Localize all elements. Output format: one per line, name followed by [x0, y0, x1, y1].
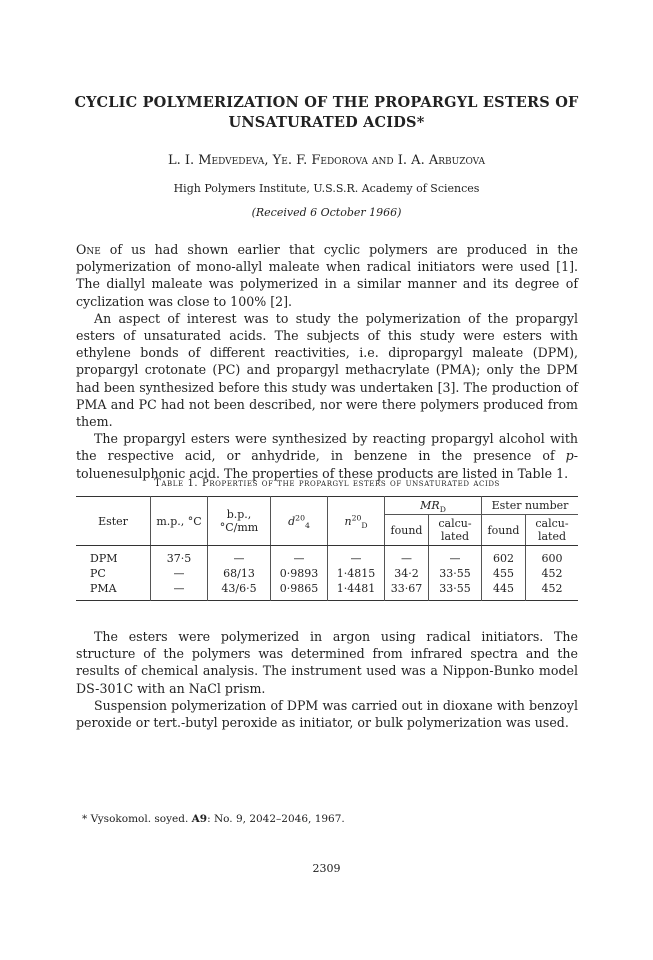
intro-paragraph-1 — [76, 241, 578, 310]
table-row — [76, 566, 578, 581]
intro-paragraph-2: An aspect of interest was to study the polymerization of the propargyl esters of unsaturated acids. The subjects of this study were esters with ethylene bonds of different reactivities, i.e. dipropargyl maleate (DPM), propargyl crotonate (PC) and propargyl methacrylate (PMA); only the DPM had been synthesized before this study was undertaken [3]. The production of PMA and PC had not been described, nor were there polymers produced from them. — [76, 310, 578, 430]
mr-sub: D — [439, 505, 446, 515]
cell-en-calculated: 600 — [526, 546, 579, 567]
table-row — [76, 546, 578, 567]
cell-mp: — — [151, 581, 208, 601]
header-mp: m.p., °C — [151, 497, 208, 546]
authors: L. I. Medvedeva, Ye. F. Fedorova and I. A. Arbuzova — [167, 153, 486, 168]
cell-refractive-index: 1·4815 — [328, 566, 385, 581]
refractive-sub: D — [361, 520, 368, 530]
intro-p1-text: of us had shown earlier that cyclic polymers are produced in the polymerization of mono-allyl maleate when radical initiators were used [1]. The diallyl maleate was polymerized in a similar manner and its degree of cyclization was close to 100% [2]. — [76, 242, 578, 309]
methods-paragraph-2: Suspension polymerization of DPM was carried out in dioxane with benzoyl peroxide or tert.-butyl peroxide as initiator, or bulk polymerization was used. — [76, 697, 578, 731]
paper-title — [60, 93, 593, 133]
intro-lead-word: One — [76, 242, 101, 257]
cell-ester: PC — [90, 567, 106, 580]
header-ester-number: Ester number — [482, 497, 579, 515]
cell-bp: — — [208, 546, 271, 567]
cell-mr-calculated: 33·55 — [429, 581, 482, 601]
intro-paragraph-3 — [76, 430, 578, 482]
cell-bp: 43/6·5 — [208, 581, 271, 601]
header-molar-refraction — [385, 497, 482, 515]
cell-en-found: 445 — [482, 581, 526, 601]
intro-p3-b: -toluenesulphonic acid. The properties of these products are listed in Table 1. — [76, 448, 578, 481]
refractive-symbol: n — [344, 514, 352, 528]
intro-p3-italic: p — [565, 448, 574, 464]
cell-ester: PMA — [90, 582, 117, 595]
cell-refractive-index: 1·4481 — [328, 581, 385, 601]
cell-mp: 37·5 — [151, 546, 208, 567]
cell-density: 0·9865 — [271, 581, 328, 601]
footnote-volume: A9 — [191, 813, 208, 825]
intro-p3-a: The propargyl esters were synthesized by reacting propargyl alcohol with the respective acid, or anhydride, in benzene in the presence of — [76, 431, 578, 464]
cell-mr-calculated: 33·55 — [429, 566, 482, 581]
title-line-1: CYCLIC POLYMERIZATION OF THE PROPARGYL ESTERS OF — [74, 94, 579, 111]
header-ester: Ester — [76, 497, 151, 546]
page-number: 2309 — [312, 862, 341, 875]
cell-mr-found: 34·2 — [385, 566, 429, 581]
cell-mr-calculated: — — [429, 546, 482, 567]
methods-section — [76, 628, 578, 731]
cell-bp: 68/13 — [208, 566, 271, 581]
header-mr-found: found — [385, 515, 429, 546]
header-density — [271, 497, 328, 546]
cell-refractive-index: — — [328, 546, 385, 567]
intro-section — [76, 241, 578, 482]
footnote-star-text: * Vysokomol. soyed. — [82, 813, 192, 825]
header-en-found: found — [482, 515, 526, 546]
header-en-calculated: calcu-lated — [526, 515, 579, 546]
footnote-rest: : No. 9, 2042–2046, 1967. — [207, 813, 345, 825]
refractive-sup: 20 — [351, 512, 362, 522]
cell-en-found: 602 — [482, 546, 526, 567]
density-sub: 4 — [304, 520, 310, 530]
density-symbol: d — [288, 514, 296, 528]
density-sup: 20 — [295, 512, 305, 522]
properties-table — [76, 496, 578, 601]
cell-en-calculated: 452 — [526, 581, 579, 601]
cell-density: 0·9893 — [271, 566, 328, 581]
cell-en-found: 455 — [482, 566, 526, 581]
methods-paragraph-1: The esters were polymerized in argon using radical initiators. The structure of the polymers was determined from infrared spectra and the results of chemical analysis. The instrument used was a Nippon-Bunko model DS-301C with an NaCl prism. — [76, 629, 578, 696]
cell-ester: DPM — [90, 552, 118, 565]
mr-symbol: MR — [420, 499, 440, 512]
cell-mr-found: 33·67 — [385, 581, 429, 601]
cell-en-calculated: 452 — [526, 566, 579, 581]
cell-density: — — [271, 546, 328, 567]
cell-mr-found: — — [385, 546, 429, 567]
header-mr-calculated: calcu-lated — [429, 515, 482, 546]
footnote — [82, 812, 345, 826]
header-refractive-index — [328, 497, 385, 546]
table-caption: Table 1. Properties of the propargyl esters of unsaturated acids — [154, 478, 500, 489]
received-date: (Received 6 October 1966) — [251, 206, 402, 219]
header-bp: b.p., °C/mm — [208, 497, 271, 546]
table-row — [76, 581, 578, 601]
cell-mp: — — [151, 566, 208, 581]
affiliation: High Polymers Institute, U.S.S.R. Academy of Sciences — [173, 182, 480, 195]
title-line-2: UNSATURATED ACIDS* — [228, 114, 425, 131]
